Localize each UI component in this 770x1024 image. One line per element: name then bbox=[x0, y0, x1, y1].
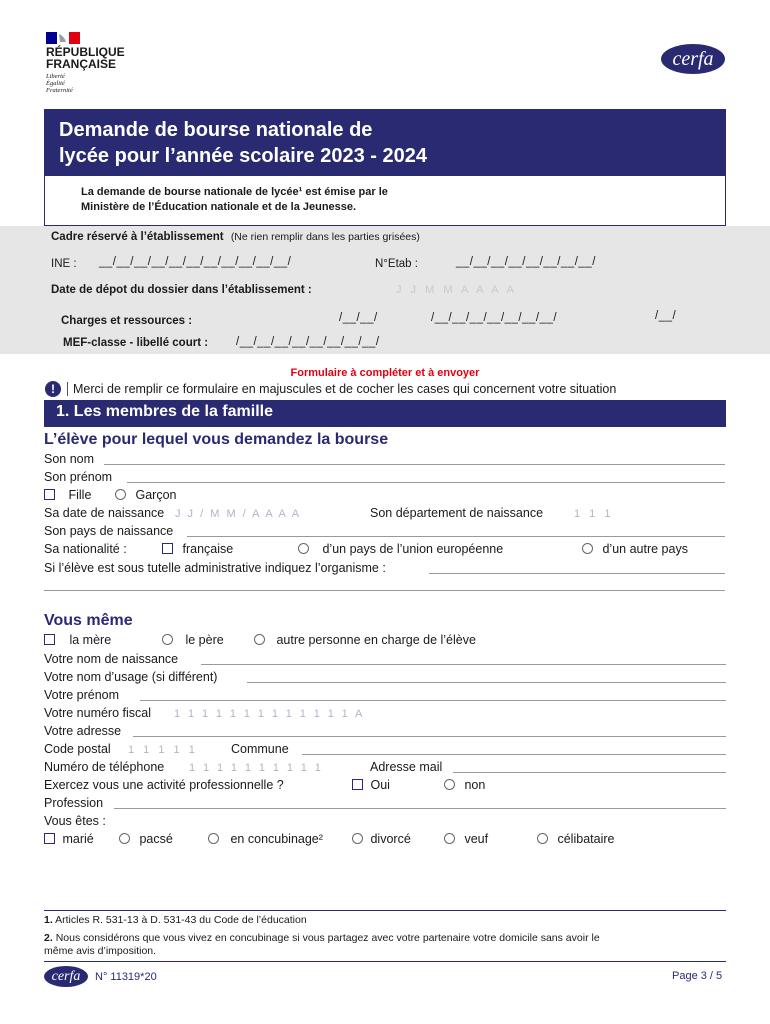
section1-title: 1. Les membres de la famille bbox=[56, 403, 273, 420]
footnote-divider bbox=[44, 910, 726, 911]
netab-slots: __/__/__/__/__/__/__/__/ bbox=[456, 256, 596, 268]
charges-slot2: /__/__/__/__/__/__/__/ bbox=[431, 312, 558, 324]
autre-option bbox=[254, 633, 476, 647]
oui-option bbox=[352, 778, 390, 792]
mef-slots: /__/__/__/__/__/__/__/__/ bbox=[236, 336, 380, 348]
activite-label: Exercez vous une activité professionnelle ? bbox=[44, 778, 284, 792]
nat-ue-label: d’un pays de l’union européenne bbox=[322, 542, 504, 556]
ine-label: INE : bbox=[51, 258, 77, 270]
code-postal-label: Code postal bbox=[44, 742, 111, 756]
eleve-heading: L’élève pour lequel vous demandez la bourse bbox=[44, 431, 389, 448]
departement-label: Son département de naissance bbox=[370, 506, 544, 520]
celibataire-label: célibataire bbox=[557, 832, 615, 846]
instructions-title: Formulaire à compléter et à envoyer bbox=[290, 367, 480, 379]
pacse-label: pacsé bbox=[139, 832, 173, 846]
prenom-label: Votre prénom bbox=[44, 688, 120, 702]
mere-option bbox=[44, 633, 111, 647]
page-number: Page 3 / 5 bbox=[672, 970, 723, 982]
mere-label: la mère bbox=[69, 633, 112, 647]
page-title bbox=[59, 117, 427, 169]
nat-autre-option bbox=[582, 542, 688, 556]
date-naissance-field[interactable]: J J / M M / A A A A bbox=[175, 508, 302, 520]
motto-egalite: Égalité bbox=[46, 80, 65, 87]
non-label: non bbox=[464, 778, 486, 792]
sexe-row bbox=[44, 488, 91, 502]
veuf-radio[interactable] bbox=[444, 833, 455, 844]
mef-label: MEF-classe - libellé court : bbox=[63, 337, 209, 349]
oui-label: Oui bbox=[370, 778, 390, 792]
footnote-2-text-line2: même avis d’imposition. bbox=[44, 945, 157, 957]
footer-divider bbox=[44, 961, 726, 962]
nationalite-label: Sa nationalité : bbox=[44, 542, 127, 556]
republique-line1: RÉPUBLIQUE bbox=[46, 45, 125, 59]
pays-naissance-label: Son pays de naissance bbox=[44, 524, 174, 538]
oui-checkbox[interactable] bbox=[352, 779, 363, 790]
son-prenom-label: Son prénom bbox=[44, 470, 113, 484]
form-number: N° 11319*20 bbox=[95, 971, 157, 983]
veuf-option bbox=[444, 832, 488, 846]
motto-fraternite: Fraternité bbox=[46, 87, 73, 94]
garcon-label: Garçon bbox=[135, 488, 177, 502]
divorce-label: divorcé bbox=[370, 832, 411, 846]
pere-label: le père bbox=[185, 633, 224, 647]
charges-slot3: /__/ bbox=[655, 310, 677, 322]
celibataire-radio[interactable] bbox=[537, 833, 548, 844]
nat-fr-option bbox=[162, 542, 233, 556]
code-postal-field[interactable]: 1 1 1 1 1 bbox=[128, 744, 198, 756]
pacse-option bbox=[119, 832, 173, 846]
footnote-1 bbox=[44, 914, 307, 926]
nat-autre-radio[interactable] bbox=[582, 543, 593, 554]
marie-checkbox[interactable] bbox=[44, 833, 55, 844]
ine-slots: __/__/__/__/__/__/__/__/__/__/__/ bbox=[99, 256, 292, 268]
profession-label: Profession bbox=[44, 796, 104, 810]
concubinage-label: en concubinage² bbox=[230, 832, 323, 846]
garcon-radio[interactable] bbox=[115, 489, 126, 500]
tutelle-field-2[interactable] bbox=[44, 590, 725, 591]
vous-meme-heading: Vous même bbox=[44, 612, 133, 629]
commune-label: Commune bbox=[231, 742, 289, 756]
adresse-field[interactable] bbox=[133, 736, 726, 737]
republique-francaise bbox=[46, 46, 125, 70]
cerfa-small-logo bbox=[44, 966, 88, 987]
warning-divider bbox=[67, 382, 68, 396]
tutelle-label: Si l’élève est sous tutelle administrative indiquez l’organisme : bbox=[44, 561, 386, 575]
footnote-1-number: 1. bbox=[44, 914, 53, 926]
cerfa-logo-text: cerfa bbox=[672, 48, 714, 70]
depot-label: Date de dépot du dossier dans l’établissement : bbox=[51, 284, 312, 296]
charges-slot1: /__/__/ bbox=[339, 312, 378, 324]
cerfa-small-text: cerfa bbox=[51, 969, 81, 984]
reserved-note: (Ne rien remplir dans les parties grisées) bbox=[230, 231, 420, 243]
nom-naissance-field[interactable] bbox=[201, 664, 726, 665]
prenom-field[interactable] bbox=[140, 700, 726, 701]
charges-label: Charges et ressources : bbox=[61, 315, 193, 327]
footnote-2 bbox=[44, 932, 726, 958]
mail-label: Adresse mail bbox=[370, 760, 443, 774]
nat-ue-option bbox=[298, 542, 503, 556]
nom-naissance-label: Votre nom de naissance bbox=[44, 652, 179, 666]
reserved-heading bbox=[51, 231, 420, 243]
motto bbox=[46, 73, 73, 94]
marianne-icon bbox=[46, 32, 80, 44]
marie-label: marié bbox=[62, 832, 94, 846]
nat-ue-radio[interactable] bbox=[298, 543, 309, 554]
vous-etes-label: Vous êtes : bbox=[44, 814, 106, 828]
num-fiscal-field[interactable]: 1 1 1 1 1 1 1 1 1 1 1 1 1 A bbox=[174, 708, 365, 720]
profession-field[interactable] bbox=[114, 808, 726, 809]
autre-radio[interactable] bbox=[254, 634, 265, 645]
son-nom-field[interactable] bbox=[104, 464, 725, 465]
fille-label: Fille bbox=[68, 488, 92, 502]
pere-option bbox=[162, 633, 224, 647]
pays-naissance-field[interactable] bbox=[187, 536, 725, 537]
warning-icon: ! bbox=[45, 381, 61, 397]
intro-line2: Ministère de l’Éducation nationale et de la Jeunesse. bbox=[81, 201, 357, 213]
nom-usage-label: Votre nom d’usage (si différent) bbox=[44, 670, 218, 684]
concubinage-radio[interactable] bbox=[208, 833, 219, 844]
telephone-label: Numéro de téléphone bbox=[44, 760, 165, 774]
departement-field[interactable]: 1 1 1 bbox=[574, 508, 614, 520]
autre-label: autre personne en charge de l’élève bbox=[276, 633, 476, 647]
marie-option bbox=[44, 832, 94, 846]
motto-liberte: Liberté bbox=[46, 73, 65, 80]
footnote-2-number: 2. bbox=[44, 932, 53, 944]
marianne-logo bbox=[46, 32, 80, 44]
telephone-field[interactable]: 1 1 1 1 1 1 1 1 1 1 bbox=[189, 762, 324, 774]
intro-text bbox=[81, 185, 388, 215]
garcon-row bbox=[115, 488, 176, 502]
footnote-2-text-line1: Nous considérons que vous vivez en concubinage si vous partagez avec votre partenaire votre domicile sans avoir le bbox=[55, 932, 600, 944]
nat-fr-checkbox[interactable] bbox=[162, 543, 173, 554]
nom-usage-field[interactable] bbox=[247, 682, 726, 683]
son-nom-label: Son nom bbox=[44, 452, 95, 466]
republique-line2: FRANÇAISE bbox=[46, 57, 117, 71]
divorce-option bbox=[352, 832, 411, 846]
num-fiscal-label: Votre numéro fiscal bbox=[44, 706, 151, 720]
tutelle-field[interactable] bbox=[429, 573, 725, 574]
fille-checkbox[interactable] bbox=[44, 489, 55, 500]
page-title-line1: Demande de bourse nationale de bbox=[59, 119, 373, 141]
non-option bbox=[444, 778, 485, 792]
celibataire-option bbox=[537, 832, 614, 846]
divorce-radio[interactable] bbox=[352, 833, 363, 844]
commune-field[interactable] bbox=[302, 754, 726, 755]
mere-checkbox[interactable] bbox=[44, 634, 55, 645]
reserved-title: Cadre réservé à l’établissement bbox=[51, 231, 224, 243]
nat-fr-label: française bbox=[182, 542, 234, 556]
page-title-line2: lycée pour l’année scolaire 2023 - 2024 bbox=[59, 145, 427, 167]
cerfa-logo bbox=[661, 44, 725, 74]
son-prenom-field[interactable] bbox=[127, 482, 725, 483]
netab-label: N°Etab : bbox=[375, 258, 418, 270]
depot-placeholder: J J M M A A A A bbox=[396, 284, 517, 296]
concubinage-option bbox=[208, 832, 323, 846]
mail-field[interactable] bbox=[453, 772, 726, 773]
date-naissance-label: Sa date de naissance bbox=[44, 506, 165, 520]
nat-autre-label: d’un autre pays bbox=[602, 542, 688, 556]
footnote-1-text: Articles R. 531-13 à D. 531-43 du Code de l’éducation bbox=[55, 914, 307, 926]
instructions-text: Merci de remplir ce formulaire en majuscules et de cocher les cases qui concernent votre situation bbox=[73, 382, 617, 396]
pere-radio[interactable] bbox=[162, 634, 173, 645]
pacse-radio[interactable] bbox=[119, 833, 130, 844]
veuf-label: veuf bbox=[464, 832, 489, 846]
intro-line1: La demande de bourse nationale de lycée¹ est émise par le bbox=[81, 186, 388, 198]
adresse-label: Votre adresse bbox=[44, 724, 122, 738]
non-radio[interactable] bbox=[444, 779, 455, 790]
